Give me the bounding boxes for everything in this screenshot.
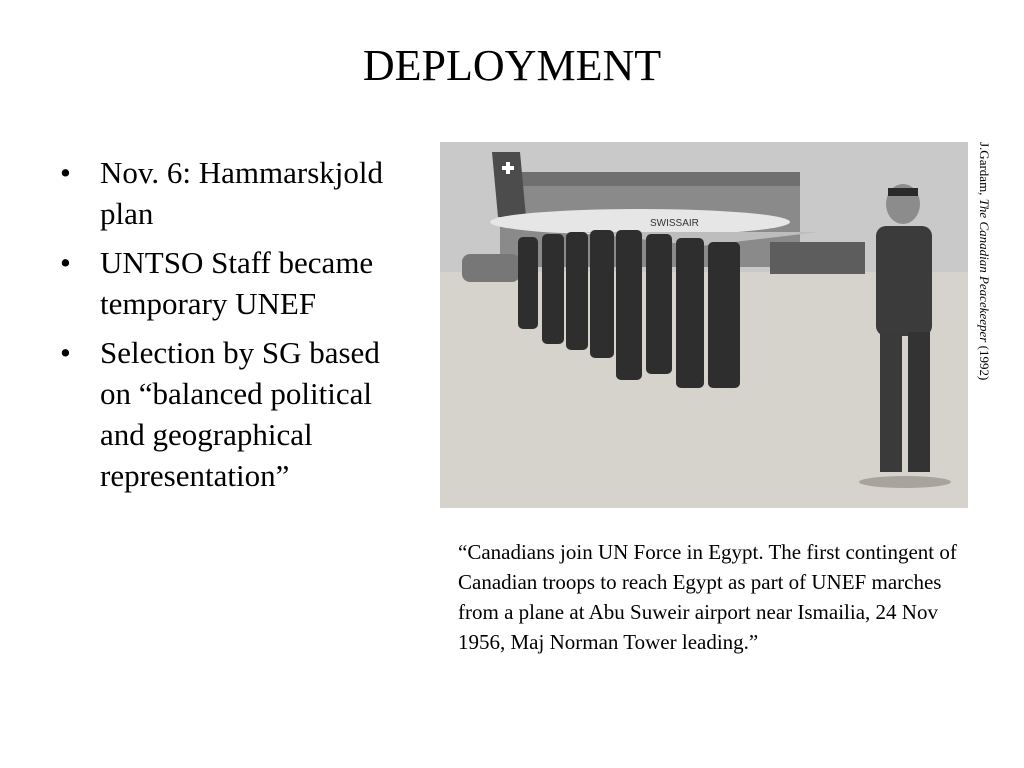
credit-work: The Canadian Peacekeeper [977,198,992,343]
credit-year: (1992) [977,342,992,381]
car [462,254,520,282]
soldier [708,242,740,388]
soldier [518,237,538,329]
photo-illustration [440,142,968,508]
bullet-dot: • [60,155,71,190]
officer-shadow [859,476,951,488]
plane-marking: SWISSAIR [650,218,699,229]
soldier [542,234,564,344]
fuel-truck [770,242,865,274]
officer-leg [880,332,902,472]
soldier [646,234,672,374]
bullet-text: Selection by SG based on “balanced political and geographical representation” [100,335,380,493]
slide-title: DEPLOYMENT [362,41,662,90]
swiss-cross-v [506,162,510,174]
bullet-dot: • [60,335,71,370]
bullet-text: UNTSO Staff became temporary UNEF [100,245,374,321]
bullet-item [58,152,418,234]
bullet-dot: • [60,245,71,280]
bullet-text: Nov. 6: Hammarskjold plan [100,155,383,231]
bullet-item [58,242,418,324]
soldier [566,232,588,350]
officer-leg [908,332,930,472]
soldier [616,230,642,380]
soldier [676,238,704,388]
credit-author: J.Gardam, [977,142,992,199]
officer-cap [888,188,918,196]
bullet-item [58,332,418,496]
soldier [590,230,614,358]
photo-credit [975,142,993,508]
bullet-list [58,152,418,504]
hangar-roof [500,172,800,186]
officer-torso [876,226,932,336]
photo-caption: “Canadians join UN Force in Egypt. The first contingent of Canadian troops to reach Egypt as part of UNEF marches from a plane at Abu Suweir airport near Ismailia, 24 Nov 1956, Maj Norman Tower leading.” [458,540,957,654]
troops-marching-photo [440,142,968,508]
